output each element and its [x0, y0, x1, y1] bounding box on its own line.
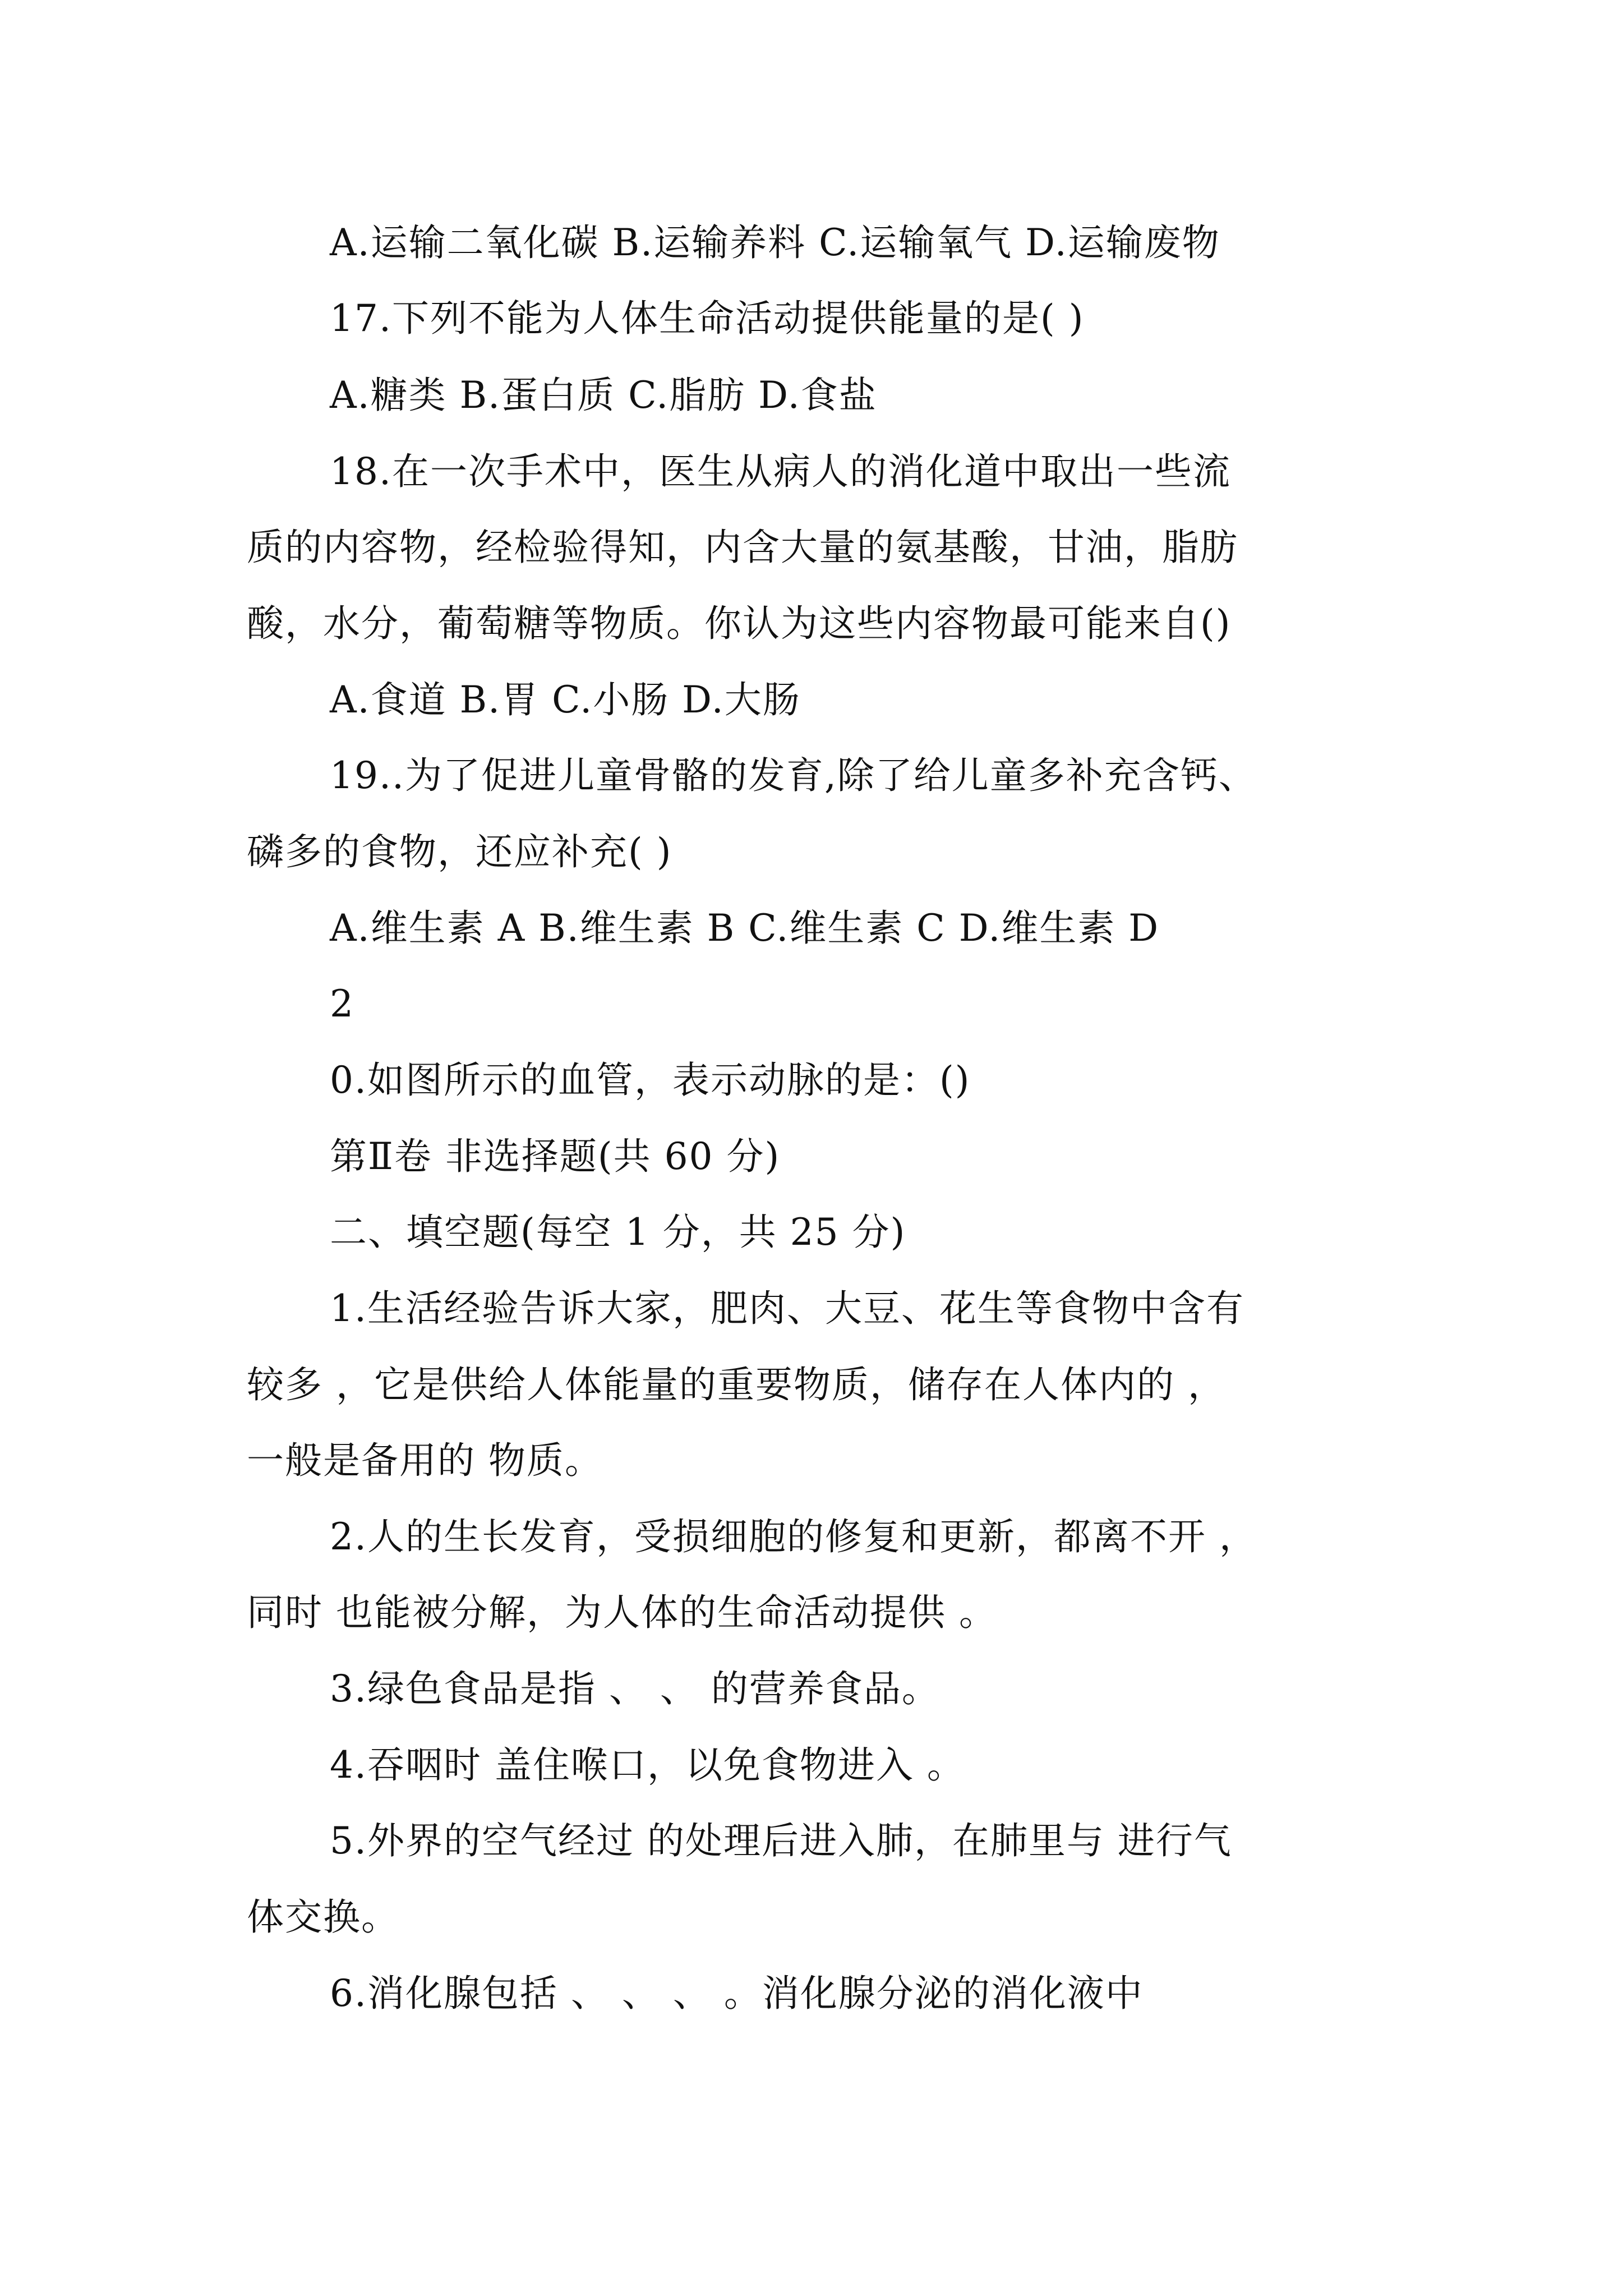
q18-stem-line2: 质的内容物，经检验得知，内含大量的氨基酸，甘油，脂肪: [247, 526, 1238, 569]
q17-options: A.糖类 B.蛋白质 C.脂肪 D.食盐: [330, 374, 877, 417]
q17-stem: 17.下列不能为人体生命活动提供能量的是( ): [330, 297, 1085, 340]
fb1-line1: 1.生活经验告诉大家，肥肉、大豆、花生等食物中含有: [330, 1287, 1244, 1330]
fb4: 4.吞咽时 盖住喉口，以免食物进入 。: [330, 1743, 965, 1787]
fb5-line1: 5.外界的空气经过 的处理后进入肺，在肺里与 进行气: [330, 1819, 1232, 1862]
fb1-line2: 较多 ，它是供给人体能量的重要物质，储存在人体内的 ，: [247, 1363, 1226, 1406]
fb5-line2: 体交换。: [247, 1895, 399, 1939]
q16-options: A.运输二氧化碳 B.运输养料 C.运输氧气 D.运输废物: [330, 221, 1220, 264]
fill-blank-heading: 二、填空题(每空 1 分，共 25 分): [330, 1211, 906, 1254]
q19-stem-line1: 19..为了促进儿童骨骼的发育,除了给儿童多补充含钙、: [330, 754, 1257, 797]
q19-options: A.维生素 A B.维生素 B C.维生素 C D.维生素 D: [330, 907, 1160, 950]
fb2-line1: 2.人的生长发育，受损细胞的修复和更新，都离不开 ，: [330, 1515, 1257, 1558]
q19-stem-line2: 磷多的食物，还应补充( ): [247, 830, 672, 873]
section-ii-heading: 第Ⅱ卷 非选择题(共 60 分): [330, 1135, 781, 1178]
q18-stem-line3: 酸，水分，葡萄糖等物质。你认为这些内容物最可能来自(): [247, 602, 1232, 645]
fb2-line2: 同时 也能被分解，为人体的生命活动提供 。: [247, 1591, 997, 1634]
q18-options: A.食道 B.胃 C.小肠 D.大肠: [330, 678, 801, 721]
fb3: 3.绿色食品是指 、 、 的营养食品。: [330, 1667, 940, 1710]
fb1-line3: 一般是备用的 物质。: [247, 1439, 603, 1482]
q18-stem-line1: 18.在一次手术中，医生从病人的消化道中取出一些流: [330, 450, 1231, 493]
q20-stem: 0.如图所示的血管，表示动脉的是：(): [330, 1059, 971, 1102]
fb6-line1: 6.消化腺包括 、 、 、 。消化腺分泌的消化液中: [330, 1972, 1144, 2015]
q20-number-part: 2: [330, 982, 354, 1025]
